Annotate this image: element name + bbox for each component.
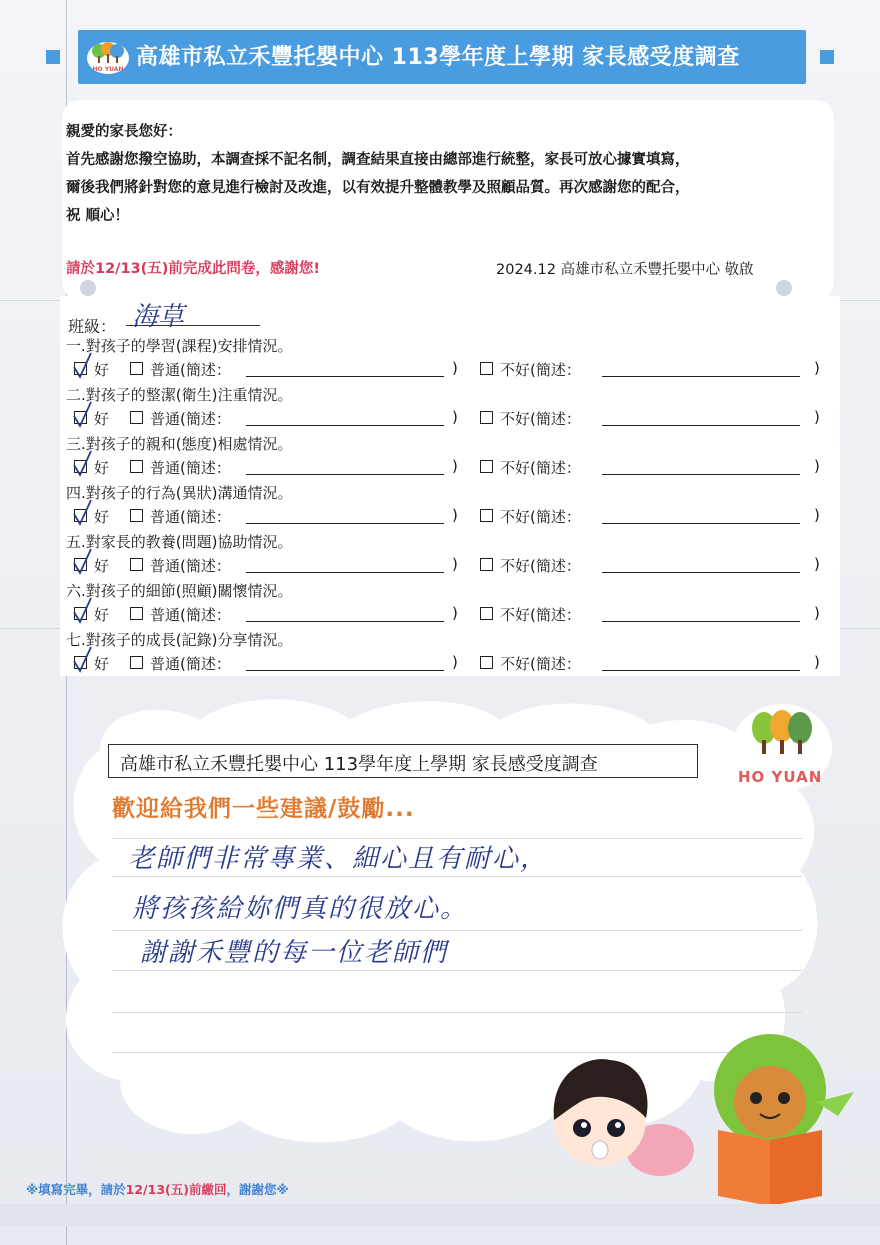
normal-checkbox[interactable] [130,411,143,424]
normal-checkbox[interactable] [130,558,143,571]
normal-label: 普通(簡述： [150,508,231,526]
normal-label: 普通(簡述： [150,557,231,575]
footer-bar [0,1204,880,1226]
bad-label: 不好(簡述： [500,508,581,526]
signoff: 2024.12 高雄市私立禾豐托嬰中心 敬啟 [496,262,754,278]
checkmark-icon [71,645,93,675]
bad-checkbox[interactable] [480,607,493,620]
question-title: 二.對孩子的整潔(衛生)注重情況。 [66,386,293,404]
close-paren: ) [814,359,820,377]
close-paren: ) [452,457,458,475]
question-options-row [74,457,834,479]
footer-note [26,1180,289,1198]
normal-label: 普通(簡述： [150,655,231,673]
ho-yuan-tree-logo-icon [86,36,130,76]
good-label: 好 [94,557,110,575]
bad-comment-field[interactable] [602,376,800,377]
good-checkbox[interactable] [74,362,87,375]
close-paren: ) [452,653,458,671]
checkmark-icon [71,449,93,479]
checkmark-icon [71,351,93,381]
writing-line [112,876,802,877]
normal-label: 普通(簡述： [150,410,231,428]
logo-text: HO YUAN [738,768,823,786]
greeting: 親愛的家長您好： [66,124,182,140]
feedback-title: 高雄市私立禾豐托嬰中心 113學年度上學期 家長感受度調查 [120,754,598,775]
close-paren: ) [452,359,458,377]
page-title: 高雄市私立禾豐托嬰中心 113學年度上學期 家長感受度調查 [136,45,740,70]
normal-checkbox[interactable] [130,607,143,620]
close-paren: ) [452,408,458,426]
question-title: 六.對孩子的細節(照顧)關懷情況。 [66,582,293,600]
bad-comment-field[interactable] [602,523,800,524]
feedback-text-line-2[interactable]: 將孩孩給妳們真的很放心。 [132,894,469,924]
class-label: 班級： [68,317,117,336]
bad-comment-field[interactable] [602,670,800,671]
good-label: 好 [94,655,110,673]
good-checkbox[interactable] [74,656,87,669]
bad-checkbox[interactable] [480,558,493,571]
normal-checkbox[interactable] [130,656,143,669]
good-checkbox[interactable] [74,607,87,620]
bad-comment-field[interactable] [602,621,800,622]
feedback-text-line-3[interactable]: 謝謝禾豐的每一位老師們 [140,938,449,968]
question-title: 四.對孩子的行為(異狀)溝通情況。 [66,484,293,502]
question-options-row [74,408,834,430]
normal-label: 普通(簡述： [150,361,231,379]
punch-hole [776,280,792,296]
normal-comment-field[interactable] [246,376,444,377]
good-label: 好 [94,459,110,477]
bad-comment-field[interactable] [602,425,800,426]
normal-comment-field[interactable] [246,572,444,573]
bad-checkbox[interactable] [480,411,493,424]
punch-hole [80,280,96,296]
writing-line [112,970,802,971]
svg-text:HO YUAN: HO YUAN [92,66,124,73]
normal-comment-field[interactable] [246,621,444,622]
bad-checkbox[interactable] [480,656,493,669]
question-options-row [74,604,834,626]
question-title: 三.對孩子的親和(態度)相處情況。 [66,435,293,453]
checkmark-icon [71,498,93,528]
intro-line-2: 爾後我們將針對您的意見進行檢討及改進，以有效提升整體教學及照顧品質。再次感謝您的配合， [66,180,690,196]
good-label: 好 [94,410,110,428]
question-title: 七.對孩子的成長(記錄)分享情況。 [66,631,293,649]
footer-note-date: 12/13(五)前繳回 [125,1182,227,1197]
class-field[interactable]: 海草 [132,302,185,332]
normal-comment-field[interactable] [246,523,444,524]
bad-label: 不好(簡述： [500,410,581,428]
normal-checkbox[interactable] [130,460,143,473]
writing-line [112,930,802,931]
feedback-text-line-1[interactable]: 老師們非常專業、細心且有耐心， [128,844,549,874]
good-checkbox[interactable] [74,558,87,571]
bad-comment-field[interactable] [602,474,800,475]
banner-square-left [46,50,60,64]
good-checkbox[interactable] [74,411,87,424]
checkmark-icon [71,596,93,626]
intro-line-3: 祝 順心！ [66,208,130,224]
bad-label: 不好(簡述： [500,361,581,379]
normal-comment-field[interactable] [246,474,444,475]
close-paren: ) [814,653,820,671]
normal-checkbox[interactable] [130,362,143,375]
checkmark-icon [71,400,93,430]
close-paren: ) [814,604,820,622]
bad-label: 不好(簡述： [500,606,581,624]
footer-note-prefix: ※填寫完畢，請於 [26,1182,126,1197]
close-paren: ) [814,506,820,524]
footer-note-suffix: ，謝謝您※ [226,1182,289,1197]
close-paren: ) [452,506,458,524]
bad-checkbox[interactable] [480,460,493,473]
bad-label: 不好(簡述： [500,459,581,477]
close-paren: ) [814,408,820,426]
deadline-notice: 請於12/13(五)前完成此問卷，感謝您! [66,261,321,277]
bad-label: 不好(簡述： [500,557,581,575]
normal-comment-field[interactable] [246,425,444,426]
intro-line-1: 首先感謝您撥空協助，本調查採不記名制，調查結果直接由總部進行統整，家長可放心據實填寫， [66,152,690,168]
question-options-row [74,359,834,381]
feedback-heading: 歡迎給我們一些建議/鼓勵... [112,796,415,822]
mascot-illustration [520,1010,860,1210]
normal-label: 普通(簡述： [150,459,231,477]
bad-label: 不好(簡述： [500,655,581,673]
good-checkbox[interactable] [74,509,87,522]
question-options-row [74,555,834,577]
question-options-row [74,653,834,675]
normal-comment-field[interactable] [246,670,444,671]
question-options-row [74,506,834,528]
checkmark-icon [71,547,93,577]
bad-checkbox[interactable] [480,362,493,375]
good-label: 好 [94,361,110,379]
bad-checkbox[interactable] [480,509,493,522]
bad-comment-field[interactable] [602,572,800,573]
close-paren: ) [452,555,458,573]
good-label: 好 [94,508,110,526]
normal-label: 普通(簡述： [150,606,231,624]
close-paren: ) [814,457,820,475]
question-title: 五.對家長的教養(問題)協助情況。 [66,533,293,551]
banner-square-right [820,50,834,64]
question-title: 一.對孩子的學習(課程)安排情況。 [66,337,293,355]
close-paren: ) [814,555,820,573]
normal-checkbox[interactable] [130,509,143,522]
close-paren: ) [452,604,458,622]
good-label: 好 [94,606,110,624]
good-checkbox[interactable] [74,460,87,473]
